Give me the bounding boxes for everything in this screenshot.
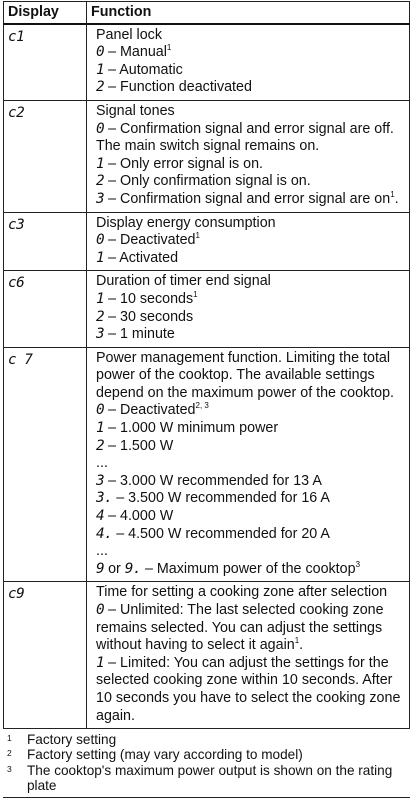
- setting-value: 3.: [96, 490, 113, 507]
- setting-text: – 3.000 W recommended for 13 A: [104, 472, 322, 489]
- setting-text: – Only confirmation signal is on.: [104, 173, 311, 190]
- display-code-cell: [4, 271, 87, 347]
- display-code: c6: [8, 275, 25, 292]
- setting-text: – Maximum power of the cooktop: [141, 560, 356, 577]
- setting-text: – 4.500 W recommended for 20 A: [112, 525, 330, 542]
- setting-value: 0: [96, 602, 105, 618]
- table-row: [4, 582, 410, 729]
- setting-text: – 30 seconds: [104, 308, 194, 325]
- table-body: [4, 24, 410, 729]
- settings-table: [3, 1, 410, 729]
- function-cell: [87, 100, 410, 212]
- function-line: [96, 402, 405, 420]
- footnote-ref: 1: [166, 43, 172, 53]
- display-code: c1: [8, 28, 25, 45]
- function-line: [96, 273, 405, 291]
- setting-text: – Function deactivated: [104, 79, 252, 96]
- footnote-ref: 1: [390, 190, 395, 200]
- function-line: [96, 526, 405, 544]
- header-function: Function: [87, 2, 410, 24]
- table-row: [4, 212, 410, 271]
- table-row: [4, 271, 410, 347]
- setting-text: – 4.000 W: [104, 508, 174, 525]
- setting-text-end: .: [394, 190, 399, 207]
- settings-table-container: [3, 1, 410, 798]
- setting-text: – Unlimited: The last selected cooking zone remains selected. You can adjust the settings without having to select it again: [96, 602, 384, 654]
- setting-value: 9: [96, 560, 105, 577]
- function-line: [96, 543, 405, 561]
- setting-value: 1: [96, 61, 105, 78]
- function-line: [96, 191, 405, 209]
- table-header-row: [4, 2, 410, 24]
- footnote: [7, 763, 410, 793]
- setting-value: 1: [96, 290, 105, 307]
- footnote-text: Factory setting: [27, 732, 117, 748]
- setting-value: 1: [96, 420, 105, 437]
- setting-text: – Only error signal is on.: [104, 155, 264, 172]
- setting-text: Time for setting a cooking zone after selection: [96, 584, 388, 601]
- function-cell: [87, 271, 410, 347]
- footnote: [7, 732, 410, 747]
- setting-text: – Automatic: [104, 61, 183, 78]
- display-code-cell: [4, 347, 87, 582]
- function-line: [96, 508, 405, 526]
- footnote-text: Factory setting (may vary according to model): [27, 747, 303, 763]
- footnote: [7, 747, 410, 762]
- setting-text: – Confirmation signal and error signal are off. The main switch signal remains on.: [96, 120, 394, 155]
- function-line: [96, 215, 405, 233]
- setting-text: – Confirmation signal and error signal are on: [104, 190, 391, 207]
- setting-text: or: [104, 560, 125, 577]
- function-line: [96, 27, 405, 45]
- setting-text: – 3.500 W recommended for 16 A: [112, 490, 330, 507]
- setting-text: Power management function. Limiting the total power of the cooktop. The available settings depend on the maximum power of the cooktop.: [96, 349, 395, 401]
- setting-value: 0: [96, 44, 105, 61]
- display-code: c9: [8, 586, 25, 603]
- function-line: [96, 584, 405, 602]
- function-line: [96, 350, 405, 403]
- setting-text: Panel lock: [96, 26, 162, 43]
- function-line: [96, 455, 405, 473]
- function-line: [96, 232, 405, 250]
- function-line: [96, 156, 405, 174]
- setting-text: – Deactivated: [104, 232, 196, 249]
- setting-value: 2: [96, 437, 105, 454]
- display-code-cell: [4, 212, 87, 271]
- display-code-cell: [4, 582, 87, 729]
- footnote-ref: 1: [193, 290, 198, 300]
- setting-text-end: .: [299, 637, 304, 654]
- function-line: [96, 490, 405, 508]
- function-line: [96, 473, 405, 491]
- display-code: c2: [8, 104, 25, 121]
- function-line: [96, 326, 405, 344]
- footnote-ref: 1: [195, 231, 200, 241]
- setting-text: – Deactivated: [104, 402, 196, 419]
- function-cell: [87, 582, 410, 729]
- function-line: [96, 44, 405, 62]
- table-row: [4, 100, 410, 212]
- header-display: Display: [4, 2, 87, 24]
- function-cell: [87, 347, 410, 582]
- display-code: c3: [8, 216, 25, 233]
- function-line: [96, 291, 405, 309]
- function-cell: [87, 212, 410, 271]
- display-code-cell: [4, 24, 87, 101]
- setting-value: 9.: [124, 560, 141, 577]
- setting-text: – Activated: [104, 249, 179, 266]
- footnotes: [3, 732, 410, 798]
- footnote-number: 3: [7, 763, 12, 774]
- display-code-cell: [4, 100, 87, 212]
- setting-text: – 1.500 W: [104, 437, 174, 454]
- footnote-ref: 3: [355, 560, 361, 570]
- function-line: [96, 420, 405, 438]
- setting-value: 1: [96, 654, 105, 671]
- setting-text: – Manual: [104, 44, 167, 61]
- footnote-ref: 2, 3: [195, 401, 209, 411]
- table-row: [4, 24, 410, 101]
- function-line: [96, 309, 405, 327]
- setting-text: ...: [96, 543, 108, 560]
- setting-value: 4.: [96, 525, 113, 542]
- footnote-number: 1: [7, 733, 12, 744]
- footnote-ref: 1: [294, 636, 300, 646]
- footnote-text: The cooktop's maximum power output is shown on the rating plate: [27, 762, 393, 793]
- display-code: c 7: [8, 351, 33, 368]
- setting-value: 0: [96, 402, 105, 419]
- setting-text: – Limited: You can adjust the settings for the selected cooking zone within 10 seconds. After 10 seconds you have to select the cooking zone again.: [96, 654, 401, 724]
- function-line: [96, 103, 405, 121]
- setting-text: – 10 seconds: [104, 290, 194, 307]
- function-line: [96, 602, 405, 655]
- setting-value: 2: [96, 308, 105, 325]
- setting-value: 3: [96, 326, 105, 343]
- function-cell: [87, 24, 410, 101]
- setting-text: – 1 minute: [104, 326, 175, 343]
- setting-value: 1: [96, 249, 105, 266]
- setting-value: 2: [96, 173, 105, 190]
- setting-text: ...: [96, 455, 108, 472]
- setting-value: 4: [96, 508, 105, 525]
- setting-value: 0: [96, 232, 105, 249]
- function-line: [96, 62, 405, 80]
- setting-text: Duration of timer end signal: [96, 273, 271, 290]
- function-line: [96, 79, 405, 97]
- function-line: [96, 438, 405, 456]
- function-line: [96, 173, 405, 191]
- setting-value: 2: [96, 79, 105, 96]
- setting-value: 3: [96, 472, 105, 489]
- setting-text: Signal tones: [96, 102, 175, 119]
- setting-value: 3: [96, 190, 105, 207]
- function-line: [96, 250, 405, 268]
- footnote-number: 2: [7, 748, 12, 759]
- function-line: [96, 655, 405, 725]
- setting-value: 1: [96, 155, 105, 172]
- function-line: [96, 121, 405, 156]
- function-line: [96, 561, 405, 579]
- setting-text: – 1.000 W minimum power: [104, 420, 279, 437]
- setting-value: 0: [96, 120, 105, 137]
- table-row: [4, 347, 410, 582]
- setting-text: Display energy consumption: [96, 214, 276, 231]
